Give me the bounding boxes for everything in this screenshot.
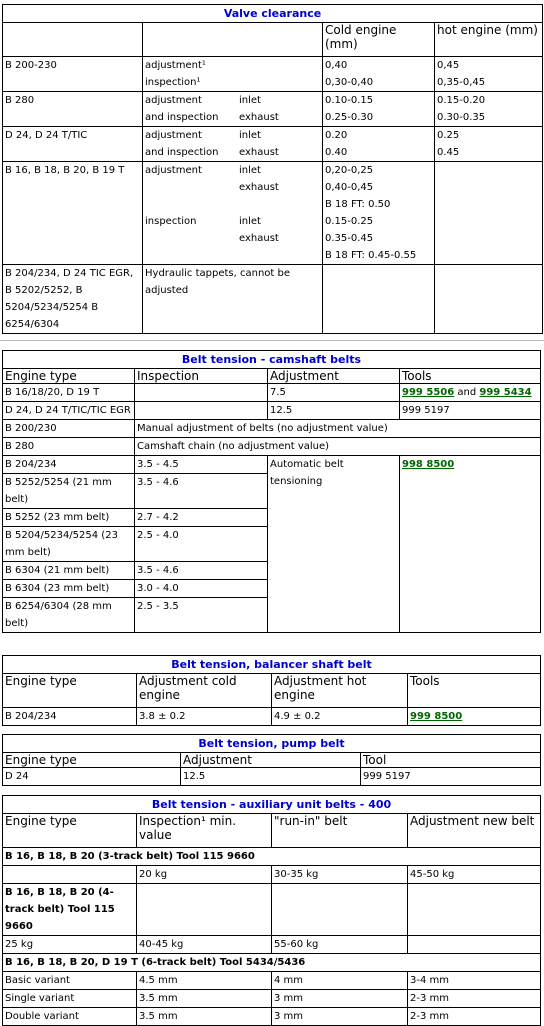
subheading: B 16, B 18, B 20, D 19 T (6-track belt) Tool 5434/5436 xyxy=(3,954,541,972)
table-row: B 204/234 3.8 ± 0.2 4.9 ± 0.2 999 8500 xyxy=(3,708,541,726)
valve-clearance-title: Valve clearance xyxy=(3,5,543,23)
table-row: B 5204/5234/5254 (23 mm belt) 2.5 - 4.0 xyxy=(3,527,541,562)
table-row: B 16/18/20, D 19 T 7.5 999 5506 and 999 5434 xyxy=(3,384,541,402)
table-row: D 24, D 24 T/TIC adjustment inlet and inspection exhaust 0.20 0.40 0.25 0.45 xyxy=(3,127,543,162)
table-row: B 6304 (23 mm belt) 3.0 - 4.0 xyxy=(3,580,541,598)
table-row: B 5252 (23 mm belt) 2.7 - 4.2 xyxy=(3,509,541,527)
divider xyxy=(0,340,544,341)
tool-link[interactable]: 998 8500 xyxy=(402,459,455,470)
tool-link[interactable]: 999 5434 xyxy=(479,387,532,398)
table-row: 25 kg 40-45 kg 55-60 kg xyxy=(3,936,541,954)
auxiliary-belt-title: Belt tension - auxiliary unit belts - 400 xyxy=(3,796,541,814)
tool-link[interactable]: 999 8500 xyxy=(410,711,463,722)
camshaft-belt-table: Belt tension - camshaft belts Engine type Inspection Adjustment Tools B 16/18/20, D 19 T 7.5 999 5506 and 999 5434 D 24, D 24 T/TIC/TIC EGR 12.5 999 5197 B 200/230 Manual adjustment of belts (no adjustment value) B 280 Camshaft chain (no adjustment value) B 204/234 3.5 - 4.5 Automatic belt tensioning 998 8500 B 5252/5254 (21 mm belt) 3.5 - 4.6 B 5252 (23 mm belt) 2.7 - 4.2 B 5204/5234/5254 (23 mm belt) 2.5 - 4.0 B 6304 (21 mm belt) 3.5 - 4.6 B 6304 (23 mm belt) 3.0 - 4.0 B 6254/6304 (28 mm belt) 2.5 - 3.5 xyxy=(2,350,541,633)
table-row: B 5252/5254 (21 mm belt) 3.5 - 4.6 xyxy=(3,474,541,509)
table-row: B 6254/6304 (28 mm belt) 2.5 - 3.5 xyxy=(3,598,541,633)
valve-clearance-table xyxy=(2,4,543,334)
table-row: Single variant 3.5 mm 3 mm 2-3 mm xyxy=(3,990,541,1008)
auto-tension-note: Automatic belt tensioning xyxy=(268,456,400,633)
camshaft-belt-title: Belt tension - camshaft belts xyxy=(3,351,541,369)
auxiliary-belt-table: Belt tension - auxiliary unit belts - 400 Engine type Inspection¹ min. value "run-in" belt Adjustment new belt B 16, B 18, B 20 (3-track belt) Tool 115 9660 20 kg 30-35 kg 45-50 kg B 16, B 18, B 20 (4-track belt) Tool 115 9660 25 kg 40-45 kg 55-60 kg B 16, B 18, B 20, D 19 T (6-track belt) Tool 5434/5436 Basic variant 4.5 mm 4 mm 3-4 mm Single variant 3.5 mm 3 mm 2-3 mm Double variant 3.5 mm 3 mm 2-3 mm xyxy=(2,795,541,1026)
table-row: B 200/230 Manual adjustment of belts (no adjustment value) xyxy=(3,420,541,438)
table-row: B 280 Camshaft chain (no adjustment value) xyxy=(3,438,541,456)
table-row: Basic variant 4.5 mm 4 mm 3-4 mm xyxy=(3,972,541,990)
pump-belt-table: Belt tension, pump belt Engine type Adjustment Tool D 24 12.5 999 5197 xyxy=(2,734,541,786)
balancer-belt-title: Belt tension, balancer shaft belt xyxy=(3,656,541,674)
table-row: B 280 adjustment inlet and inspection exhaust 0.10-0.15 0.25-0.30 0.15-0.20 0.30-0.35 xyxy=(3,92,543,127)
table-row: B 6304 (21 mm belt) 3.5 - 4.6 xyxy=(3,562,541,580)
header-hot-engine: hot engine (mm) xyxy=(435,23,543,57)
subheading: B 16, B 18, B 20 (3-track belt) Tool 115 9660 xyxy=(3,848,541,866)
table-row: Double variant 3.5 mm 3 mm 2-3 mm xyxy=(3,1008,541,1026)
header-cold-engine: Cold engine (mm) xyxy=(323,23,435,57)
table-row: B 16, B 18, B 20, B 19 T adjustment inlet exhaust inspection inlet exhaust 0,20-0,25 0,40-0,45 B 18 FT: 0.50 0.15-0.25 0.35-0.45 B 18 FT: 0.45-0.55 xyxy=(3,162,543,265)
table-row: D 24 12.5 999 5197 xyxy=(3,768,541,786)
table-row: D 24, D 24 T/TIC/TIC EGR 12.5 999 5197 xyxy=(3,402,541,420)
table-row: B 204/234, D 24 TIC EGR, B 5202/5252, B 5204/5234/5254 B 6254/6304 Hydraulic tappets, cannot be adjusted xyxy=(3,265,543,334)
table-row: 20 kg 30-35 kg 45-50 kg xyxy=(3,866,541,884)
pump-belt-title: Belt tension, pump belt xyxy=(3,735,541,753)
table-row: B 200-230 adjustment¹ inspection¹ 0,40 0,30-0,40 0,45 0,35-0,45 xyxy=(3,57,543,92)
balancer-belt-table: Belt tension, balancer shaft belt Engine type Adjustment cold engine Adjustment hot engine Tools B 204/234 3.8 ± 0.2 4.9 ± 0.2 999 8500 xyxy=(2,655,541,726)
subheading: B 16, B 18, B 20 (4-track belt) Tool 115 9660 xyxy=(3,884,137,936)
tool-link[interactable]: 999 5506 xyxy=(402,387,455,398)
table-row: B 204/234 3.5 - 4.5 Automatic belt tensioning 998 8500 xyxy=(3,456,541,474)
